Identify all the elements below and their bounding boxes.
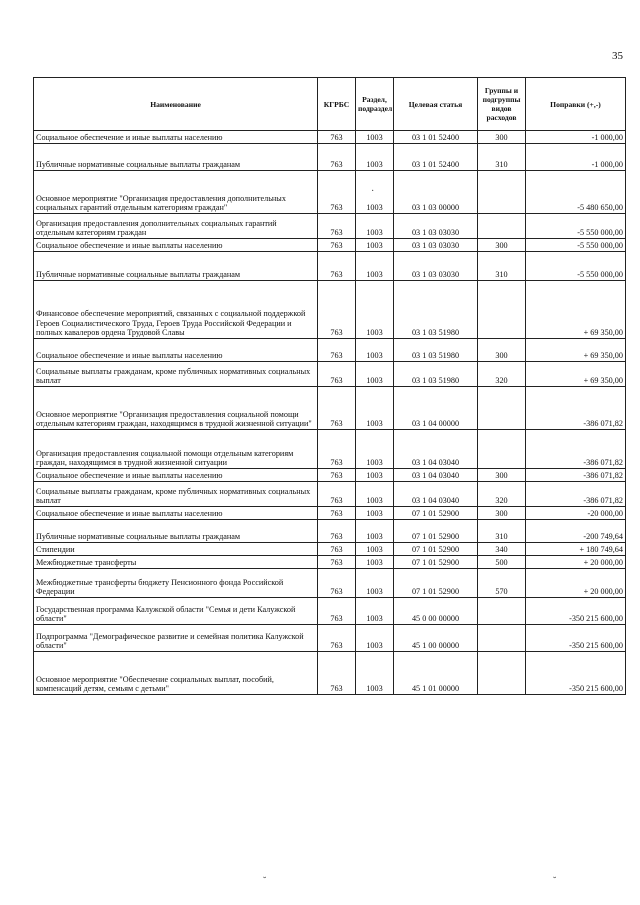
cell-grp <box>478 281 526 339</box>
cell-cel: 03 1 04 00000 <box>394 387 478 430</box>
cell-popr: -386 071,82 <box>526 482 626 507</box>
cell-grp <box>478 214 526 239</box>
cell-popr: -5 550 000,00 <box>526 214 626 239</box>
cell-kgrbs: 763 <box>318 252 356 281</box>
cell-name: Организация предоставления дополнительных социальных гарантий отдельным категориям граждан <box>34 214 318 239</box>
cell-popr: -350 215 600,00 <box>526 652 626 695</box>
cell-razdel: 1003 <box>356 556 394 569</box>
table-row <box>34 281 626 339</box>
cell-name: Социальное обеспечение и иные выплаты населению <box>34 131 318 144</box>
table-row <box>34 214 626 239</box>
table-body <box>34 131 626 695</box>
cell-cel: 03 1 03 03030 <box>394 252 478 281</box>
table-row <box>34 362 626 387</box>
cell-grp: 300 <box>478 507 526 520</box>
cell-popr: -386 071,82 <box>526 469 626 482</box>
cell-name: Организация предоставления социальной помощи отдельным категориям граждан, находящимся в трудной жизненной ситуации <box>34 430 318 469</box>
cell-razdel: 1003 <box>356 543 394 556</box>
cell-name: Межбюджетные трансферты бюджету Пенсионного фонда Российской Федерации <box>34 569 318 598</box>
cell-cel: 07 1 01 52900 <box>394 520 478 543</box>
cell-name: Публичные нормативные социальные выплаты гражданам <box>34 520 318 543</box>
table-row <box>34 482 626 507</box>
cell-razdel: 1003 <box>356 569 394 598</box>
table-row <box>34 171 626 214</box>
cell-grp <box>478 387 526 430</box>
cell-cel: 07 1 01 52900 <box>394 507 478 520</box>
table-row <box>34 252 626 281</box>
dot-mark: · <box>371 186 375 197</box>
col-header-cel: Целевая статья <box>394 78 478 131</box>
cell-popr: -386 071,82 <box>526 430 626 469</box>
cell-kgrbs: 763 <box>318 507 356 520</box>
cell-grp: 300 <box>478 469 526 482</box>
cell-grp: 500 <box>478 556 526 569</box>
cell-cel: 03 1 04 03040 <box>394 430 478 469</box>
cell-cel: 03 1 03 51980 <box>394 362 478 387</box>
cell-cel: 45 0 00 00000 <box>394 598 478 625</box>
col-header-razdel: Раздел, подраздел <box>356 78 394 131</box>
cell-name: Финансовое обеспечение мероприятий, связанных с социальной поддержкой Героев Социалистического Труда, Героев Труда Российской Федерации и полных кавалеров ордена Трудовой Славы <box>34 281 318 339</box>
cell-popr: -5 550 000,00 <box>526 252 626 281</box>
col-header-kgrbs: КГРБС <box>318 78 356 131</box>
cell-cel: 07 1 01 52900 <box>394 556 478 569</box>
table-row <box>34 598 626 625</box>
cell-kgrbs: 763 <box>318 598 356 625</box>
cell-name: Государственная программа Калужской области "Семья и дети Калужской области" <box>34 598 318 625</box>
cell-name: Публичные нормативные социальные выплаты гражданам <box>34 252 318 281</box>
cell-razdel: 1003 <box>356 430 394 469</box>
cell-popr: -5 480 650,00 <box>526 171 626 214</box>
table-row <box>34 520 626 543</box>
cell-cel: 03 1 04 03040 <box>394 482 478 507</box>
cell-razdel: 1003 <box>356 362 394 387</box>
cell-kgrbs: 763 <box>318 482 356 507</box>
cell-kgrbs: 763 <box>318 281 356 339</box>
cell-popr: + 180 749,64 <box>526 543 626 556</box>
cell-grp: 320 <box>478 362 526 387</box>
table-row <box>34 507 626 520</box>
cell-razdel: 1003 <box>356 482 394 507</box>
cell-razdel: 1003 <box>356 520 394 543</box>
cell-kgrbs: 763 <box>318 625 356 652</box>
cell-razdel: 1003 <box>356 507 394 520</box>
cell-grp: 300 <box>478 339 526 362</box>
cell-popr: -350 215 600,00 <box>526 598 626 625</box>
table-row <box>34 144 626 171</box>
cell-grp: 570 <box>478 569 526 598</box>
cell-razdel: 1003 <box>356 131 394 144</box>
cell-cel: 03 1 03 03030 <box>394 214 478 239</box>
table-row <box>34 469 626 482</box>
cell-grp: 340 <box>478 543 526 556</box>
table-row <box>34 556 626 569</box>
cell-name: Социальное обеспечение и иные выплаты населению <box>34 339 318 362</box>
cell-name: Стипендии <box>34 543 318 556</box>
cell-popr: -5 550 000,00 <box>526 239 626 252</box>
cell-kgrbs: 763 <box>318 520 356 543</box>
cell-kgrbs: 763 <box>318 171 356 214</box>
table-row <box>34 569 626 598</box>
cell-razdel: 1003 <box>356 239 394 252</box>
cell-grp <box>478 652 526 695</box>
cell-cel: 03 1 01 52400 <box>394 131 478 144</box>
table-row <box>34 543 626 556</box>
cell-grp: 300 <box>478 131 526 144</box>
cell-cel: 07 1 01 52900 <box>394 569 478 598</box>
cell-cel: 03 1 03 03030 <box>394 239 478 252</box>
table-row <box>34 239 626 252</box>
page-number: 35 <box>612 50 623 62</box>
cell-grp: 310 <box>478 144 526 171</box>
cell-name: Социальное обеспечение и иные выплаты населению <box>34 239 318 252</box>
cell-grp: 300 <box>478 239 526 252</box>
table-row <box>34 652 626 695</box>
cell-name: Основное мероприятие "Организация предоставления социальной помощи отдельным категориям граждан, находящимся в трудной жизненной ситуации" <box>34 387 318 430</box>
dot-mark: ˘ <box>553 876 557 887</box>
cell-popr: -20 000,00 <box>526 507 626 520</box>
budget-amendments-table <box>33 77 626 695</box>
cell-popr: + 69 350,00 <box>526 339 626 362</box>
table-row <box>34 131 626 144</box>
table-row <box>34 339 626 362</box>
cell-grp: 320 <box>478 482 526 507</box>
cell-kgrbs: 763 <box>318 652 356 695</box>
cell-razdel: 1003 <box>356 252 394 281</box>
cell-grp <box>478 625 526 652</box>
cell-name: Межбюджетные трансферты <box>34 556 318 569</box>
cell-razdel: 1003 <box>356 387 394 430</box>
cell-razdel: 1003 <box>356 598 394 625</box>
table-row <box>34 387 626 430</box>
col-header-grp: Группы и подгруппы видов расходов <box>478 78 526 131</box>
cell-popr: + 69 350,00 <box>526 281 626 339</box>
cell-cel: 45 1 01 00000 <box>394 652 478 695</box>
col-header-popr: Поправки (+,-) <box>526 78 626 131</box>
cell-cel: 03 1 04 03040 <box>394 469 478 482</box>
cell-cel: 03 1 01 52400 <box>394 144 478 171</box>
cell-razdel: 1003 <box>356 339 394 362</box>
cell-popr: + 20 000,00 <box>526 569 626 598</box>
cell-kgrbs: 763 <box>318 556 356 569</box>
cell-popr: -350 215 600,00 <box>526 625 626 652</box>
cell-kgrbs: 763 <box>318 543 356 556</box>
cell-cel: 03 1 03 51980 <box>394 281 478 339</box>
cell-cel: 45 1 00 00000 <box>394 625 478 652</box>
cell-popr: -386 071,82 <box>526 387 626 430</box>
cell-razdel: 1003 <box>356 652 394 695</box>
cell-name: Основное мероприятие "Обеспечение социальных выплат, пособий, компенсаций детям, семьям с детьми" <box>34 652 318 695</box>
cell-razdel: 1003 <box>356 144 394 171</box>
cell-cel: 03 1 03 00000 <box>394 171 478 214</box>
cell-name: Социальное обеспечение и иные выплаты населению <box>34 469 318 482</box>
cell-name: Социальные выплаты гражданам, кроме публичных нормативных социальных выплат <box>34 482 318 507</box>
cell-popr: -200 749,64 <box>526 520 626 543</box>
cell-kgrbs: 763 <box>318 131 356 144</box>
cell-kgrbs: 763 <box>318 362 356 387</box>
cell-razdel: 1003 <box>356 281 394 339</box>
cell-grp <box>478 598 526 625</box>
cell-popr: -1 000,00 <box>526 131 626 144</box>
cell-grp <box>478 171 526 214</box>
cell-name: Социальное обеспечение и иные выплаты населению <box>34 507 318 520</box>
cell-razdel: 1003 <box>356 214 394 239</box>
cell-kgrbs: 763 <box>318 430 356 469</box>
cell-kgrbs: 763 <box>318 239 356 252</box>
cell-kgrbs: 763 <box>318 144 356 171</box>
cell-kgrbs: 763 <box>318 214 356 239</box>
header-row <box>34 78 626 131</box>
cell-kgrbs: 763 <box>318 387 356 430</box>
cell-cel: 07 1 01 52900 <box>394 543 478 556</box>
col-header-name: Наименование <box>34 78 318 131</box>
cell-popr: + 20 000,00 <box>526 556 626 569</box>
cell-grp: 310 <box>478 520 526 543</box>
cell-name: Публичные нормативные социальные выплаты гражданам <box>34 144 318 171</box>
cell-name: Подпрограмма "Демографическое развитие и семейная политика Калужской области" <box>34 625 318 652</box>
cell-grp <box>478 430 526 469</box>
table-row <box>34 625 626 652</box>
cell-popr: + 69 350,00 <box>526 362 626 387</box>
dot-mark: ˘ <box>263 876 267 887</box>
cell-grp: 310 <box>478 252 526 281</box>
cell-razdel: 1003 <box>356 469 394 482</box>
cell-kgrbs: 763 <box>318 469 356 482</box>
cell-popr: -1 000,00 <box>526 144 626 171</box>
cell-name: Социальные выплаты гражданам, кроме публичных нормативных социальных выплат <box>34 362 318 387</box>
cell-name: Основное мероприятие "Организация предоставления дополнительных социальных гарантий отдельным категориям граждан" <box>34 171 318 214</box>
cell-cel: 03 1 03 51980 <box>394 339 478 362</box>
table-row <box>34 430 626 469</box>
cell-razdel: 1003 <box>356 625 394 652</box>
cell-kgrbs: 763 <box>318 339 356 362</box>
cell-razdel: 1003 <box>356 171 394 214</box>
cell-kgrbs: 763 <box>318 569 356 598</box>
